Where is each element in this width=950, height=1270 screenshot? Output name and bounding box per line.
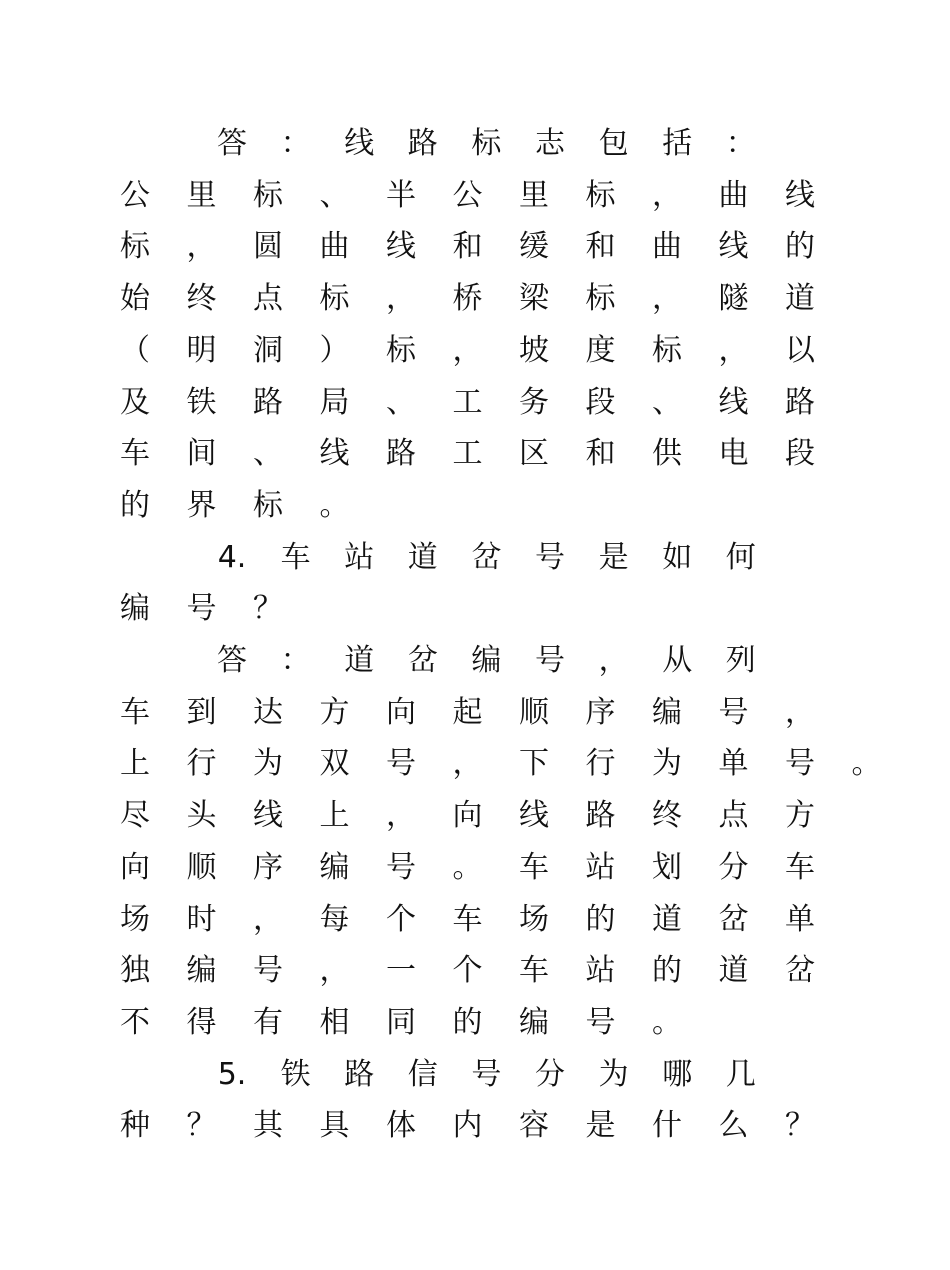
text-char: 线: [344, 126, 375, 161]
text-char: 道: [652, 901, 682, 937]
text-char: 岔: [718, 901, 749, 937]
text-char: 场: [120, 901, 150, 937]
text-char: 的: [785, 229, 815, 265]
text-char: 方: [785, 798, 815, 834]
text-char: 为: [652, 746, 682, 782]
text-char: ，: [386, 281, 416, 317]
text-char: 站: [344, 539, 375, 575]
text-char: 一: [386, 953, 416, 989]
text-char: 编: [186, 953, 217, 989]
text-char: 起: [452, 694, 483, 730]
text-char: 岔: [407, 643, 438, 678]
text-char: 铁: [186, 384, 217, 420]
text-char: 个: [452, 953, 483, 989]
text-char: 公: [120, 177, 150, 213]
text-line: [0, 687, 950, 739]
text-char: 上: [120, 746, 150, 782]
text-char: 体: [386, 1108, 416, 1144]
text-char: 公: [452, 177, 483, 213]
text-char: 每: [319, 901, 350, 937]
text-char: 志: [535, 126, 565, 161]
text-char: 站: [585, 849, 616, 885]
text-char: 号: [785, 746, 815, 782]
text-char: 、: [253, 436, 283, 472]
text-char: 为: [253, 746, 283, 782]
text-char: 序: [253, 849, 283, 885]
text-char: 桥: [452, 281, 483, 317]
text-char: 站: [585, 953, 616, 989]
text-char: 尽: [120, 798, 150, 834]
text-char: 、: [319, 177, 350, 213]
text-char: ，: [785, 694, 815, 730]
text-char: 号: [535, 643, 565, 678]
text-char: ，: [718, 332, 749, 368]
text-char: 单: [718, 746, 749, 782]
text-char: 岔: [785, 953, 815, 989]
text-char: 号: [386, 746, 416, 782]
text-char: 什: [652, 1108, 682, 1144]
text-char: 道: [344, 643, 375, 678]
text-char: 相: [319, 1004, 350, 1040]
text-char: 车: [120, 436, 150, 472]
text-char: 车: [519, 849, 549, 885]
text-char: 里: [186, 177, 217, 213]
text-line: [0, 894, 950, 946]
text-char: 如: [662, 539, 693, 575]
text-char: 何: [725, 539, 756, 575]
text-char: ？: [253, 591, 283, 627]
text-line: [0, 583, 950, 635]
text-char: 编: [652, 694, 682, 730]
text-char: 。: [319, 487, 350, 523]
text-char: 其: [253, 1108, 283, 1144]
text-char: 列: [725, 643, 756, 678]
text-char: 半: [386, 177, 416, 213]
text-char: 么: [718, 1108, 749, 1144]
text-char: 号: [535, 539, 565, 575]
text-char: 及: [120, 384, 150, 420]
text-char: 终: [186, 281, 217, 317]
text-line: [0, 118, 950, 170]
text-char: 不: [120, 1004, 150, 1040]
text-char: 编: [519, 1004, 549, 1040]
text-char: ）: [319, 332, 350, 368]
text-char: 线: [519, 798, 549, 834]
text-char: 间: [186, 436, 217, 472]
text-char: 和: [585, 436, 616, 472]
text-char: 号: [718, 694, 749, 730]
text-line: [0, 945, 950, 997]
text-char: 的: [652, 953, 682, 989]
text-char: 是: [598, 539, 629, 575]
text-char: 点: [718, 798, 749, 834]
text-char: ？: [785, 1108, 815, 1144]
text-char: 分: [718, 849, 749, 885]
text-char: 行: [186, 746, 217, 782]
text-char: 号: [186, 591, 217, 627]
text-char: 向: [120, 849, 150, 885]
text-char: ，: [319, 953, 350, 989]
text-char: 线: [386, 229, 416, 265]
text-char: 标: [253, 487, 283, 523]
text-char: 上: [319, 798, 350, 834]
text-char: 个: [386, 901, 416, 937]
text-char: 顺: [186, 849, 217, 885]
text-char: ，: [652, 177, 682, 213]
text-char: 标: [253, 177, 283, 213]
text-char: ，: [386, 798, 416, 834]
text-char: 工: [452, 436, 483, 472]
text-char: 标: [319, 281, 350, 317]
text-char: 电: [718, 436, 749, 472]
text-char: 以: [785, 332, 815, 368]
text-char: 路: [785, 384, 815, 420]
text-char: 和: [585, 229, 616, 265]
text-char: 缓: [519, 229, 549, 265]
text-line: [0, 273, 950, 325]
text-char: 哪: [662, 1056, 693, 1092]
text-char: 容: [519, 1108, 549, 1144]
text-char: 线: [319, 436, 350, 472]
text-char: 号: [585, 1004, 616, 1040]
text-char: ：: [280, 643, 311, 678]
text-char: 明: [186, 332, 217, 368]
text-char: 头: [186, 798, 217, 834]
text-line: [0, 738, 950, 790]
text-char: 双: [319, 746, 350, 782]
text-char: 、: [652, 384, 682, 420]
text-char: 曲: [319, 229, 350, 265]
text-char: 答: [217, 643, 247, 678]
text-char: 始: [120, 281, 150, 317]
text-line: [0, 635, 950, 687]
text-line: [0, 1100, 950, 1152]
text-char: ：: [280, 126, 311, 161]
text-char: ，: [186, 229, 217, 265]
text-char: 道: [785, 281, 815, 317]
text-char: 。: [851, 746, 882, 782]
text-char: 同: [386, 1004, 416, 1040]
text-char: 区: [519, 436, 549, 472]
text-char: 具: [319, 1108, 350, 1144]
text-char: 路: [344, 1056, 375, 1092]
text-char: 分: [535, 1056, 565, 1092]
text-char: 是: [585, 1108, 616, 1144]
text-char: 标: [471, 126, 502, 161]
text-char: 界: [186, 487, 217, 523]
text-char: 包: [598, 126, 629, 161]
text-char: 度: [585, 332, 616, 368]
text-char: 点: [253, 281, 283, 317]
text-char: 线: [253, 798, 283, 834]
text-char: 下: [519, 746, 549, 782]
text-char: 。: [652, 1004, 682, 1040]
text-char: 4.: [217, 539, 247, 575]
text-char: ，: [452, 746, 483, 782]
text-line: [0, 842, 950, 894]
text-char: 车: [120, 694, 150, 730]
text-char: 车: [280, 539, 311, 575]
text-char: 段: [585, 384, 616, 420]
text-char: 从: [662, 643, 693, 678]
text-char: 的: [120, 487, 150, 523]
text-char: 信: [407, 1056, 438, 1092]
text-char: 曲: [652, 229, 682, 265]
text-char: 段: [785, 436, 815, 472]
text-char: 时: [186, 901, 217, 937]
text-char: 内: [452, 1108, 483, 1144]
text-char: 岔: [471, 539, 502, 575]
text-char: 。: [452, 849, 483, 885]
text-char: ，: [452, 332, 483, 368]
text-char: 车: [785, 849, 815, 885]
text-char: 序: [585, 694, 616, 730]
text-char: 编: [120, 591, 150, 627]
text-char: 路: [253, 384, 283, 420]
text-char: 向: [452, 798, 483, 834]
text-char: 答: [217, 126, 247, 161]
text-char: 顺: [519, 694, 549, 730]
text-char: 坡: [519, 332, 549, 368]
text-char: 曲: [718, 177, 749, 213]
text-char: 车: [519, 953, 549, 989]
text-char: 的: [452, 1004, 483, 1040]
text-char: 括: [662, 126, 693, 161]
text-char: ，: [253, 901, 283, 937]
text-char: 圆: [253, 229, 283, 265]
text-char: 铁: [280, 1056, 311, 1092]
text-char: 标: [386, 332, 416, 368]
text-char: 得: [186, 1004, 217, 1040]
text-char: 向: [386, 694, 416, 730]
text-char: 号: [471, 1056, 502, 1092]
text-char: 为: [598, 1056, 629, 1092]
text-line: [0, 325, 950, 377]
text-char: 独: [120, 953, 150, 989]
text-char: 方: [319, 694, 350, 730]
text-char: ，: [652, 281, 682, 317]
text-char: 行: [585, 746, 616, 782]
text-char: 里: [519, 177, 549, 213]
text-line: [0, 221, 950, 273]
text-char: 标: [585, 281, 616, 317]
text-char: 路: [386, 436, 416, 472]
text-char: 线: [785, 177, 815, 213]
text-char: 线: [718, 229, 749, 265]
text-char: 路: [585, 798, 616, 834]
text-char: 标: [120, 229, 150, 265]
text-char: 局: [319, 384, 350, 420]
text-char: 有: [253, 1004, 283, 1040]
text-char: 达: [253, 694, 283, 730]
text-char: ？: [186, 1108, 217, 1144]
text-char: 号: [386, 849, 416, 885]
text-char: 路: [407, 126, 438, 161]
text-line: [0, 170, 950, 222]
text-char: 洞: [253, 332, 283, 368]
text-char: 标: [652, 332, 682, 368]
text-char: 划: [652, 849, 682, 885]
text-char: 和: [452, 229, 483, 265]
text-char: 几: [725, 1056, 756, 1092]
text-char: 梁: [519, 281, 549, 317]
text-char: ，: [598, 643, 629, 678]
text-line: [0, 790, 950, 842]
text-line: [0, 997, 950, 1049]
text-line: [0, 532, 950, 584]
text-char: 工: [452, 384, 483, 420]
text-char: ：: [725, 126, 756, 161]
text-line: [0, 377, 950, 429]
text-char: 、: [386, 384, 416, 420]
text-char: （: [120, 332, 150, 368]
text-char: 种: [120, 1108, 150, 1144]
text-char: 编: [319, 849, 350, 885]
text-line: [0, 480, 950, 532]
text-char: 道: [718, 953, 749, 989]
text-char: 务: [519, 384, 549, 420]
text-char: 号: [253, 953, 283, 989]
text-char: 场: [519, 901, 549, 937]
text-line: [0, 1049, 950, 1101]
text-char: 的: [585, 901, 616, 937]
text-char: 道: [407, 539, 438, 575]
text-char: 单: [785, 901, 815, 937]
text-char: 隧: [718, 281, 749, 317]
text-char: 车: [452, 901, 483, 937]
text-char: 到: [186, 694, 217, 730]
text-char: 编: [471, 643, 502, 678]
text-char: 供: [652, 436, 682, 472]
text-char: 终: [652, 798, 682, 834]
text-char: 线: [718, 384, 749, 420]
text-line: [0, 428, 950, 480]
text-char: 标: [585, 177, 616, 213]
text-char: 5.: [217, 1056, 247, 1092]
